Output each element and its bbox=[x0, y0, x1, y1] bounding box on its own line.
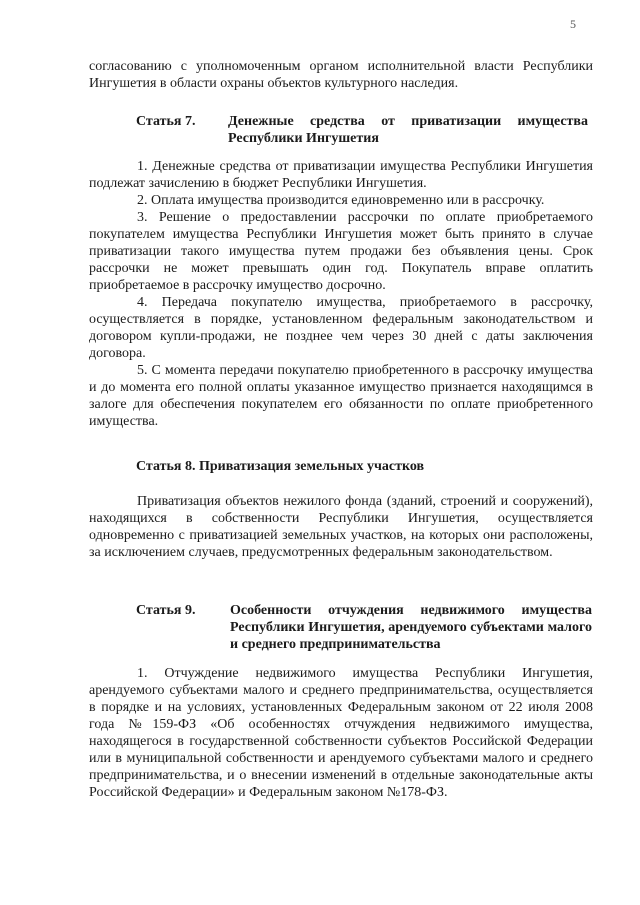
article-9-paragraph: 1. Отчуждение недвижимого имущества Республики Ингушетия, арендуемого субъектами малого и среднего предпринимательства, осуществляется в порядке и на условиях, установленных Федеральным законом от 22 июля 2008 года №159-ФЗ «Об особенностях отчуждения недвижимого имущества, находящегося в государственной собственности субъектов Российской Федерации или в муниципальной собственности и арендуемого субъектами малого и среднего предпринимательства, и о внесении изменений в отдельные законодательные акты Российской Федерации» и Федеральным законом №178-ФЗ. bbox=[89, 666, 593, 800]
article-7-paragraph: 1. Денежные средства от приватизации имущества Республики Ингушетия подлежат зачислению в бюджет Республики Ингушетия. bbox=[89, 159, 593, 191]
article-9-heading bbox=[136, 602, 596, 653]
article-7-paragraph: 3. Решение о предоставлении рассрочки по оплате приобретаемого покупателем имущества Республики Ингушетия может быть принято в случае приватизации такого имущества путем продажи без объявления цены. Срок рассрочки не может превышать один год. Покупатель вправе оплатить приобретаемое в рассрочку имущество досрочно. bbox=[89, 210, 593, 293]
article-9-body bbox=[89, 665, 593, 801]
article-7-label: Статья 7. bbox=[136, 114, 196, 129]
article-7-heading bbox=[136, 113, 592, 147]
intro-paragraph: согласованию с уполномоченным органом исполнительной власти Республики Ингушетия в области охраны объектов культурного наследия. bbox=[89, 59, 593, 91]
article-7-paragraph: 4. Передача покупателю имущества, приобретаемого в рассрочку, осуществляется в порядке, установленном федеральным законодательством и договором купли-продажи, не позднее чем через 30 дней с даты заключения договора. bbox=[89, 295, 593, 361]
article-8-heading: Статья 8. Приватизация земельных участков bbox=[136, 459, 425, 474]
article-7-body bbox=[89, 158, 593, 430]
article-7-title: Денежные средства от приватизации имущества Республики Ингушетия bbox=[228, 114, 588, 146]
article-7-paragraph: 5. С момента передачи покупателю приобретенного в рассрочку имущества и до момента его полной оплаты указанное имущество признается находящимся в залоге для обеспечения покупателем его обязанности по оплате приобретенного имущества. bbox=[89, 363, 593, 429]
page-number: 5 bbox=[570, 17, 576, 31]
article-8-paragraph: Приватизация объектов нежилого фонда (зданий, строений и сооружений), находящихся в собственности Республики Ингушетия, осуществляется одновременно с приватизацией земельных участков, на которых они расположены, за исключением случаев, предусмотренных федеральным законодательством. bbox=[89, 494, 593, 560]
article-9-label: Статья 9. bbox=[136, 603, 196, 618]
article-9-title: Особенности отчуждения недвижимого имущества Республики Ингушетия, арендуемого субъектами малого и среднего предпринимательства bbox=[230, 603, 592, 652]
article-8-body bbox=[89, 493, 593, 561]
article-7-paragraph: 2. Оплата имущества производится единовременно или в рассрочку. bbox=[137, 193, 545, 208]
